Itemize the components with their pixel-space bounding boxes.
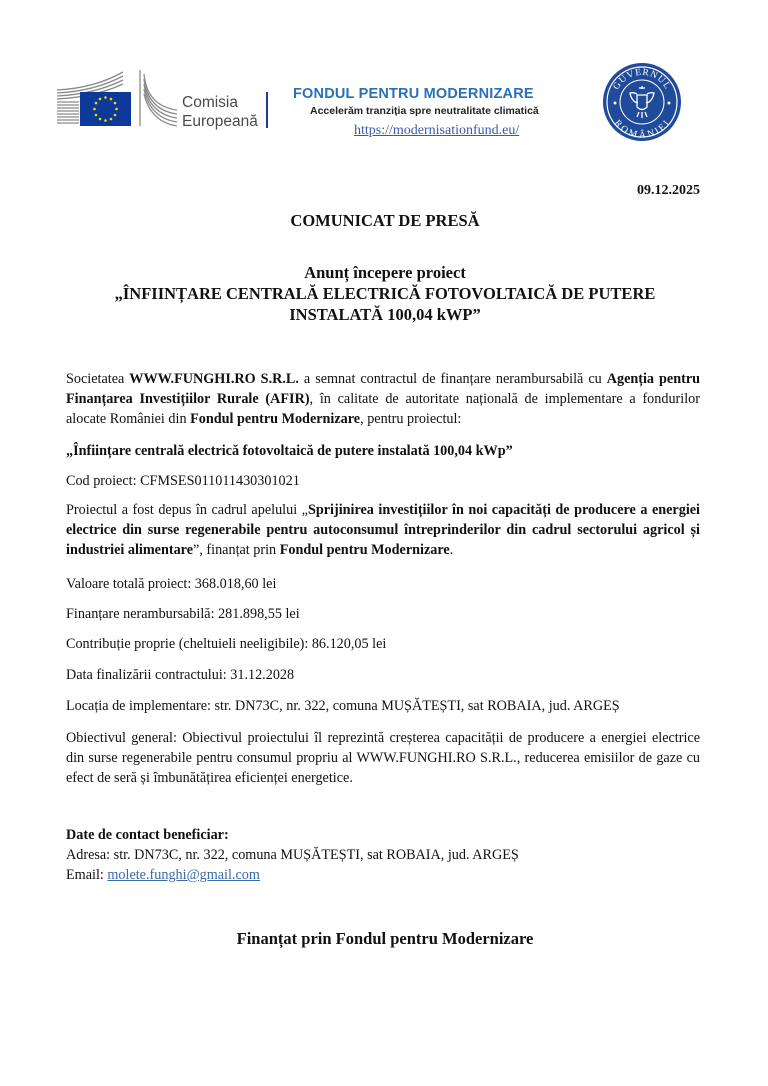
email-link[interactable]: molete.funghi@gmail.com	[107, 867, 260, 883]
beneficiary-name: WWW.FUNGHI.RO S.R.L.	[129, 371, 299, 387]
agency-name: Agenția pentru Finanțarea Investițiilor Rurale (AFIR)	[66, 371, 701, 407]
project-title: „Înființare centrală electrică fotovoltaică de putere instalată 100,04 kWp”	[66, 443, 513, 459]
romanian-government-seal	[602, 62, 682, 142]
announce-line-2: „ÎNFIINȚARE CENTRALĂ ELECTRICĂ FOTOVOLTAICĂ DE PUTERE	[114, 284, 656, 303]
general-objective: Obiectivul general: Obiectivul proiectului îl reprezintă creșterea capacității de producere a energiei electrice din surse regenerabile pentru consumul propriu al WWW.FUNGHI.RO S.R.L., reducerea emisiilor de gaze cu efect de seră și îmbunătățirea eficienței energetice.	[66, 730, 700, 786]
call-text: ”, finanțat prin	[193, 542, 280, 558]
contract-end-date: Data finalizării contractului: 31.12.2028	[66, 667, 295, 683]
call-text: .	[449, 542, 454, 558]
contact-section	[66, 825, 519, 885]
email-label: Email:	[66, 867, 108, 883]
call-text: Proiectul a fost depus în cadrul apelului „	[66, 502, 308, 518]
total-value: Valoare totală proiect: 368.018,60 lei	[66, 576, 277, 592]
contact-email-row	[66, 865, 519, 885]
document-heading: COMUNICAT DE PRESĂ	[290, 211, 480, 230]
svg-text:GUVERNUL: GUVERNUL	[611, 67, 673, 92]
fund-name: Fondul pentru Modernizare	[190, 411, 361, 427]
intro-text: a semnat contractul de finanțare nerambursabilă cu	[298, 371, 607, 387]
contact-address: Adresa: str. DN73C, nr. 322, comuna MUȘĂTEȘTI, sat ROBAIA, jud. ARGEȘ	[66, 847, 519, 863]
logo-divider	[266, 92, 268, 128]
non-refundable-funding: Finanțare nerambursabilă: 281.898,55 lei	[66, 606, 300, 622]
call-name: Sprijinirea investițiilor în noi capacități de producere a energiei electrice din surse regenerabile pentru autoconsumul întreprinderilor din cadrul sectorului agricol și industriei alimentare	[66, 502, 700, 558]
modernisation-fund-title: FONDUL PENTRU MODERNIZARE	[293, 86, 534, 102]
implementation-location: Locația de implementare: str. DN73C, nr. 322, comuna MUȘĂTEȘTI, sat ROBAIA, jud. ARGEȘ	[66, 698, 620, 714]
funding-footer: Finanțat prin Fondul pentru Modernizare	[236, 929, 534, 948]
own-contribution: Contribuție proprie (cheltuieli neeligibile): 86.120,05 lei	[66, 636, 387, 652]
project-code: Cod proiect: CFMSES011011430301021	[66, 473, 300, 489]
intro-paragraph	[66, 369, 700, 429]
intro-text: , în calitate de autoritate națională de implementare a fondurilor alocate României din	[66, 391, 700, 427]
modernisation-fund-tagline: Accelerăm tranziția spre neutralitate climatică	[310, 105, 539, 117]
call-paragraph	[66, 500, 700, 560]
project-announcement-title	[60, 262, 710, 325]
svg-text:ROMÂNIEI: ROMÂNIEI	[611, 118, 673, 141]
ec-logo-line1: Comisia	[182, 94, 238, 111]
modernisation-fund-link[interactable]: https://modernisationfund.eu/	[354, 123, 520, 138]
ec-logo-text	[182, 93, 258, 131]
announce-line-1: Anunț începere proiect	[304, 263, 466, 282]
government-seal-icon	[602, 62, 682, 142]
ec-logo-line2: Europeană	[182, 113, 258, 130]
document-date: 09.12.2025	[637, 183, 700, 198]
announce-line-3: INSTALATĂ 100,04 kWP”	[289, 305, 481, 324]
intro-text: , pentru proiectul:	[360, 411, 462, 427]
intro-text: Societatea	[66, 371, 130, 387]
fund-name: Fondul pentru Modernizare	[279, 542, 450, 558]
contact-heading: Date de contact beneficiar:	[66, 827, 229, 843]
